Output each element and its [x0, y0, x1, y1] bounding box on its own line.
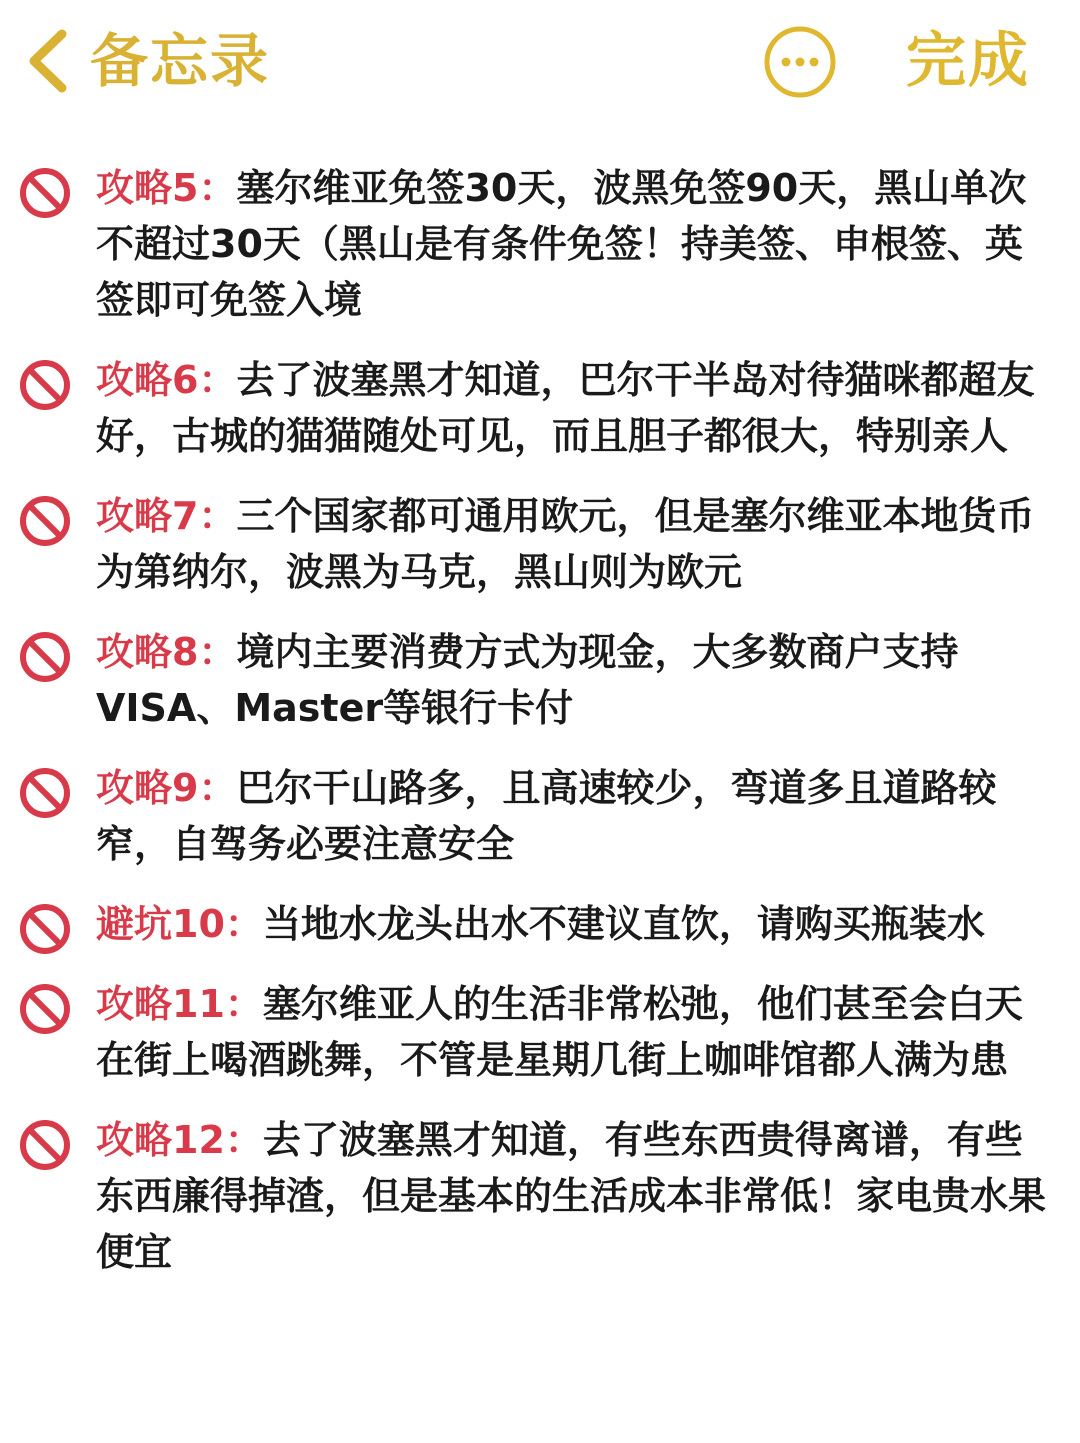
item-text: 巴尔干山路多，且高速较少，弯道多且道路较窄，自驾务必要注意安全 — [96, 766, 997, 866]
item-text: 三个国家都可通用欧元，但是塞尔维亚本地货币为第纳尔，波黑为马克，黑山则为欧元 — [96, 494, 1035, 594]
item-tag: 攻略9： — [96, 766, 237, 810]
note-content[interactable] — [0, 160, 1080, 1304]
list-item — [0, 1112, 1080, 1280]
navigation-bar — [0, 0, 1080, 120]
list-item — [0, 760, 1080, 872]
item-tag: 避坑10： — [96, 902, 263, 946]
item-text: 去了波塞黑才知道，有些东西贵得离谱，有些东西廉得掉渣，但是基本的生活成本非常低！家电贵水果便宜 — [96, 1118, 1047, 1274]
prohibited-icon — [18, 358, 72, 412]
chevron-left-icon — [24, 26, 70, 96]
item-tag: 攻略8： — [96, 630, 237, 674]
prohibited-icon — [18, 766, 72, 820]
item-text: 塞尔维亚人的生活非常松弛，他们甚至会白天在街上喝酒跳舞，不管是星期几街上咖啡馆都人满为患 — [96, 982, 1023, 1082]
list-item — [0, 352, 1080, 464]
prohibited-icon — [18, 630, 72, 684]
list-item — [0, 976, 1080, 1088]
done-button[interactable]: 完成 — [906, 26, 1030, 96]
item-tag: 攻略6： — [96, 358, 237, 402]
item-tag: 攻略12： — [96, 1118, 263, 1162]
list-item — [0, 160, 1080, 328]
prohibited-icon — [18, 166, 72, 220]
item-text: 当地水龙头出水不建议直饮，请购买瓶装水 — [262, 902, 985, 946]
prohibited-icon — [18, 982, 72, 1036]
list-item — [0, 624, 1080, 736]
item-tag: 攻略11： — [96, 982, 263, 1026]
prohibited-icon — [18, 494, 72, 548]
prohibited-icon — [18, 902, 72, 956]
item-text: 去了波塞黑才知道，巴尔干半岛对待猫咪都超友好，古城的猫猫随处可见，而且胆子都很大，特别亲人 — [96, 358, 1035, 458]
item-tag: 攻略5： — [96, 166, 237, 210]
item-text: 塞尔维亚免签30天，波黑免签90天，黑山单次不超过30天（黑山是有条件免签！持美签、申根签、英签即可免签入境 — [96, 166, 1027, 322]
item-tag: 攻略7： — [96, 494, 237, 538]
back-button[interactable] — [24, 16, 270, 106]
list-item — [0, 488, 1080, 600]
ellipsis-circle-icon — [762, 24, 838, 100]
list-item — [0, 896, 1080, 952]
item-text: 境内主要消费方式为现金，大多数商户支持VISA、Master等银行卡付 — [96, 630, 959, 730]
prohibited-icon — [18, 1118, 72, 1172]
back-label: 备忘录 — [90, 27, 271, 95]
more-options-button[interactable] — [762, 24, 838, 100]
